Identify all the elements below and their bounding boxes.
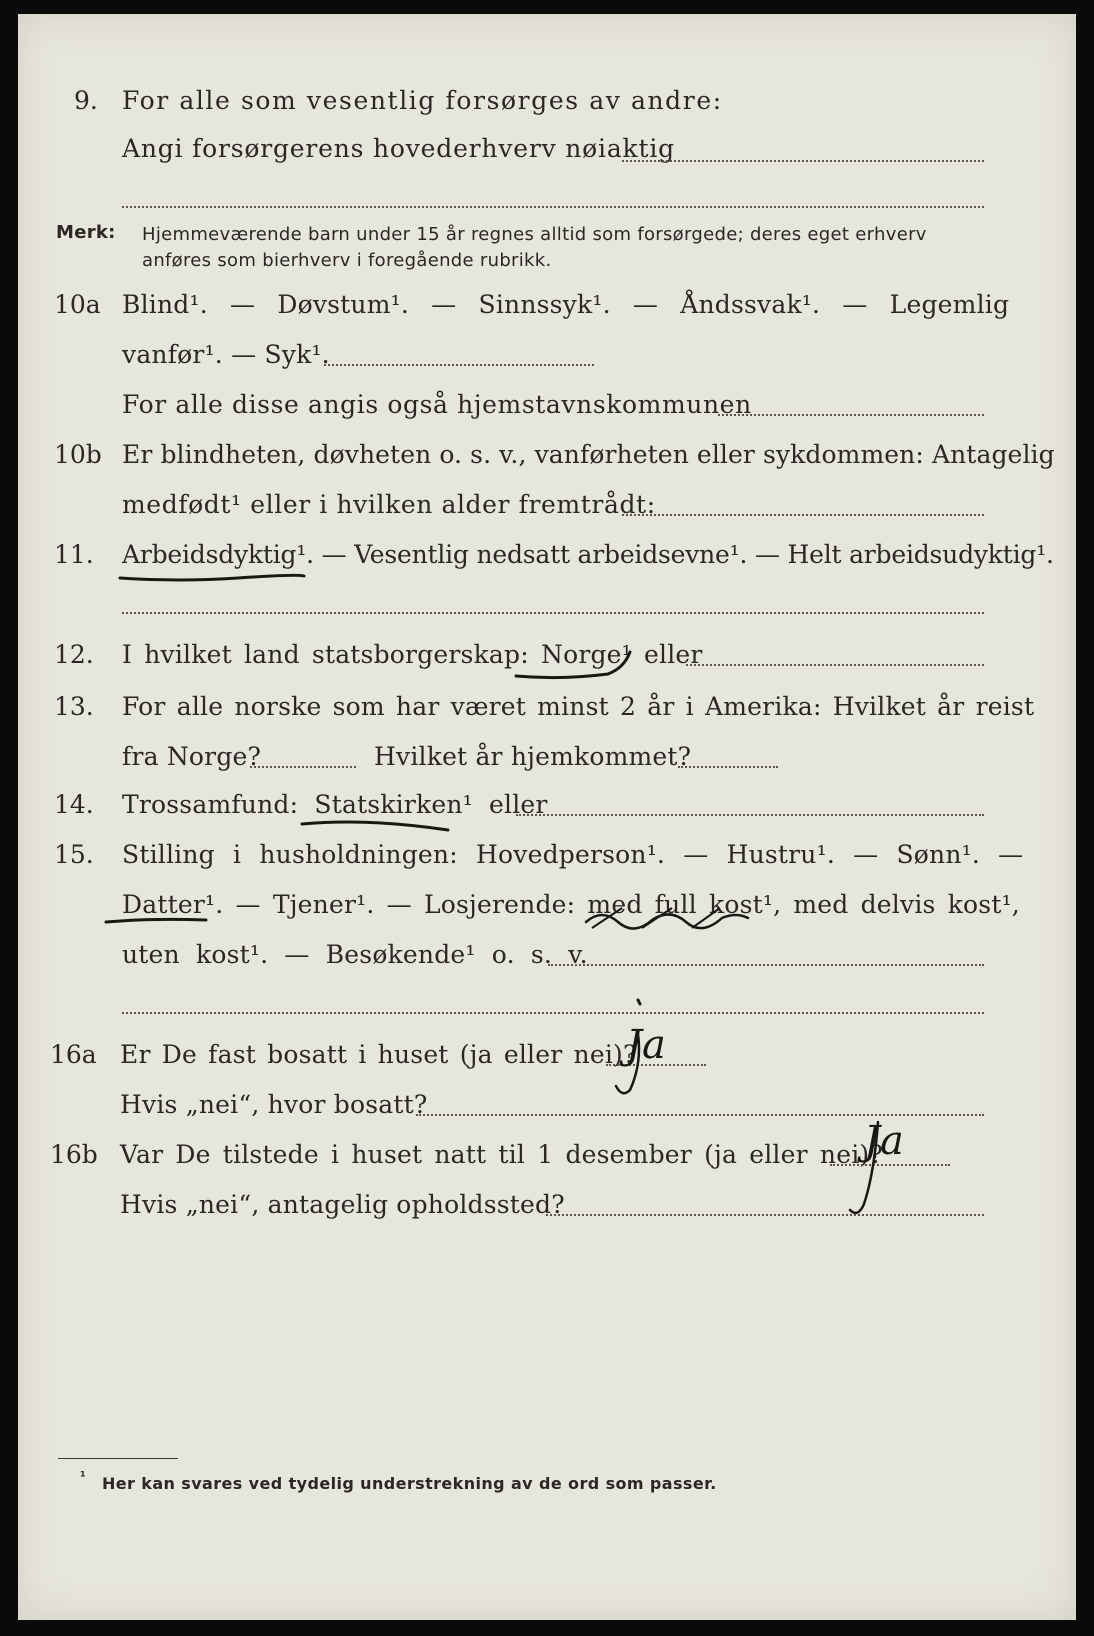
q15-strikethrough-scribble [582,902,752,932]
q15-line3: uten kost¹. — Besøkende¹ o. s. v. [122,940,588,969]
q10a-hometown-field[interactable] [718,414,984,416]
q16a-answer-stroke [612,994,652,1104]
q10b-line2: medfødt¹ eller i hvilken alder fremtrådt: [122,490,656,519]
merk-line1: Hjemmeværende barn under 15 år regnes alltid som forsørgede; deres eget erhverv [142,224,927,245]
q9-line1: For alle som vesentlig forsørges av andre: [122,86,723,115]
q16a-number: 16a [50,1040,97,1069]
q16b-number: 16b [50,1140,98,1169]
q16b-answer-stroke [838,1114,888,1224]
q13-number: 13. [54,692,94,721]
footnote-rule [58,1458,178,1459]
q11-number: 11. [54,540,94,569]
q10a-line3: For alle disse angis også hjemstavnskommunen [122,390,752,419]
q10b-number: 10b [54,440,102,469]
q10a-answer-field[interactable] [324,364,594,366]
q16a-residence-field[interactable] [416,1114,984,1116]
census-form-page [18,14,1076,1620]
q10a-line2: vanfør¹. — Syk¹. [122,340,330,369]
q12-line1: I hvilket land statsborgerskap: Norge¹ eller [122,640,703,669]
q15-number: 15. [54,840,94,869]
q10b-answer-field[interactable] [622,514,984,516]
q12-handwritten-underline [512,646,636,682]
q16a-line1: Er De fast bosatt i huset (ja eller nei)? [120,1040,637,1069]
q10a-line1: Blind¹. — Døvstum¹. — Sinnssyk¹. — Åndssvak¹. — Legemlig [122,290,1010,319]
q16b-line2: Hvis „nei“, antagelig opholdssted? [120,1190,565,1219]
q9-number: 9. [74,86,98,115]
footnote-text: Her kan svares ved tydelig understrekning av de ord som passer. [102,1474,717,1493]
q14-number: 14. [54,790,94,819]
q12-number: 12. [54,640,94,669]
q16a-handwritten-answer: Ja [626,1022,666,1068]
q14-handwritten-underline [298,816,458,836]
merk-line2: anføres som bierhverv i foregående rubrikk. [142,250,552,271]
q13-year-left-field[interactable] [250,766,356,768]
q11-answer-field[interactable] [122,612,984,614]
q14-line1: Trossamfund: Statskirken¹ eller [122,790,548,819]
q15-handwritten-underline [102,914,212,928]
q9-answer-field-2[interactable] [122,206,984,208]
q13-year-returned-field[interactable] [678,766,778,768]
q9-answer-field[interactable] [622,160,984,162]
q9-line2: Angi forsørgerens hovederhverv nøiaktig [122,134,675,163]
q10b-line1: Er blindheten, døvheten o. s. v., vanførheten eller sykdommen: Antagelig [122,440,1055,469]
q16b-handwritten-answer: Ja [864,1118,904,1164]
footnote-mark: ¹ [80,1470,87,1485]
q15-answer-field[interactable] [548,964,984,966]
q15-line1: Stilling i husholdningen: Hovedperson¹. — Hustru¹. — Sønn¹. — [122,840,1024,869]
q13-line2a: fra Norge? [122,742,262,771]
q16a-line2: Hvis „nei“, hvor bosatt? [120,1090,428,1119]
q15-answer-field-2[interactable] [122,1012,984,1014]
q14-answer-field[interactable] [516,814,984,816]
q13-line2b: Hvilket år hjemkommet? [374,742,692,771]
q11-line1: Arbeidsdyktig¹. — Vesentlig nedsatt arbeidsevne¹. — Helt arbeidsudyktig¹. [122,540,1054,569]
q12-answer-field[interactable] [686,664,984,666]
merk-label: Merk: [56,222,116,243]
q10a-number: 10a [54,290,101,319]
q16b-line1: Var De tilstede i huset natt til 1 desember (ja eller nei)? [120,1140,883,1169]
q15-line2: Datter¹. — Tjener¹. — Losjerende: med full kost¹, med delvis kost¹, [122,890,1020,919]
q13-line1: For alle norske som har været minst 2 år i Amerika: Hvilket år reist [122,692,1035,721]
q16b-whereabouts-field[interactable] [546,1214,984,1216]
q11-handwritten-underline [118,570,308,584]
